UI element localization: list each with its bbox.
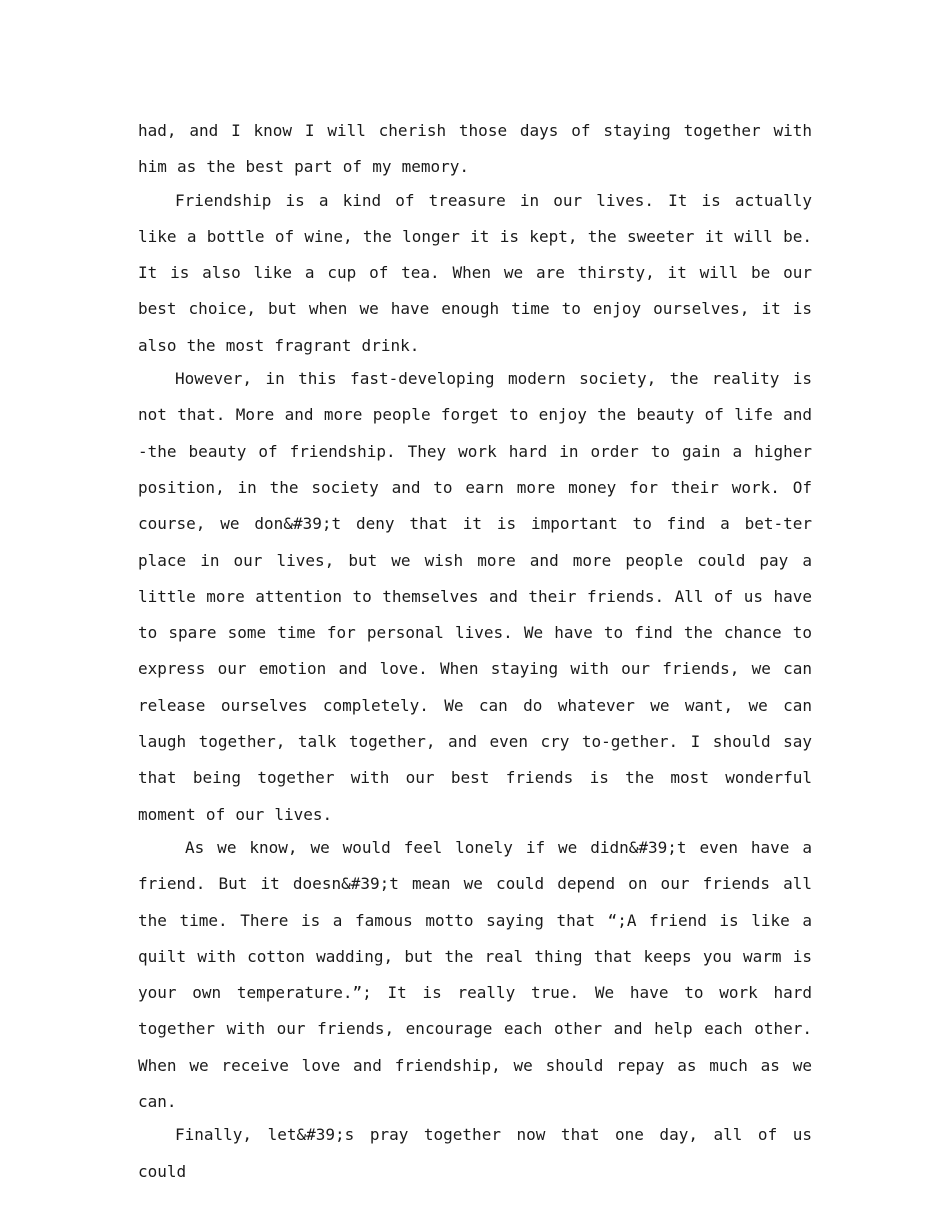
document-page (138, 113, 812, 1190)
paragraph-continuation: had, and I know I will cherish those days of staying together with him as the best part of my memory. (138, 121, 812, 177)
paragraph-friendship-treasure: Friendship is a kind of treasure in our lives. It is actually like a bottle of wine, the longer it is kept, the sweeter it will be. It is also like a cup of tea. When we are thirsty, it will be our best choice, but when we have enough time to enjoy ourselves, it is also the most fragrant drink. (138, 190, 812, 355)
paragraph-finally: Finally, let&#39;s pray together now that one day, all of us could (138, 1125, 812, 1181)
paragraph-modern-society: However, in this fast-developing modern society, the reality is not that. More and more people forget to enjoy the beauty of life and -the beauty of friendship. They work hard in order to gain a higher position, in the society and to earn more money for their work. Of course, we don&#39;t deny that it is important to find a bet-ter place in our lives, but we wish more and more people could pay a little more attention to themselves and their friends. All of us have to spare some time for personal lives. We have to find the chance to express our emotion and love. When staying with our friends, we can release ourselves completely. We can do whatever we want, we can laugh together, talk together, and even cry to-gether. I should say that being together with our best friends is the most wonderful moment of our lives. (138, 369, 812, 824)
paragraph-lonely-motto: As we know, we would feel lonely if we didn&#39;t even have a friend. But it doesn&#39;t mean we could depend on our friends all the time. There is a famous motto saying that “;A friend is like a quilt with cotton wadding, but the real thing that keeps you warm is your own temperature.”; It is really true. We have to work hard together with our friends, encourage each other and help each other. When we receive love and friendship, we should repay as much as we can. (138, 837, 812, 1112)
